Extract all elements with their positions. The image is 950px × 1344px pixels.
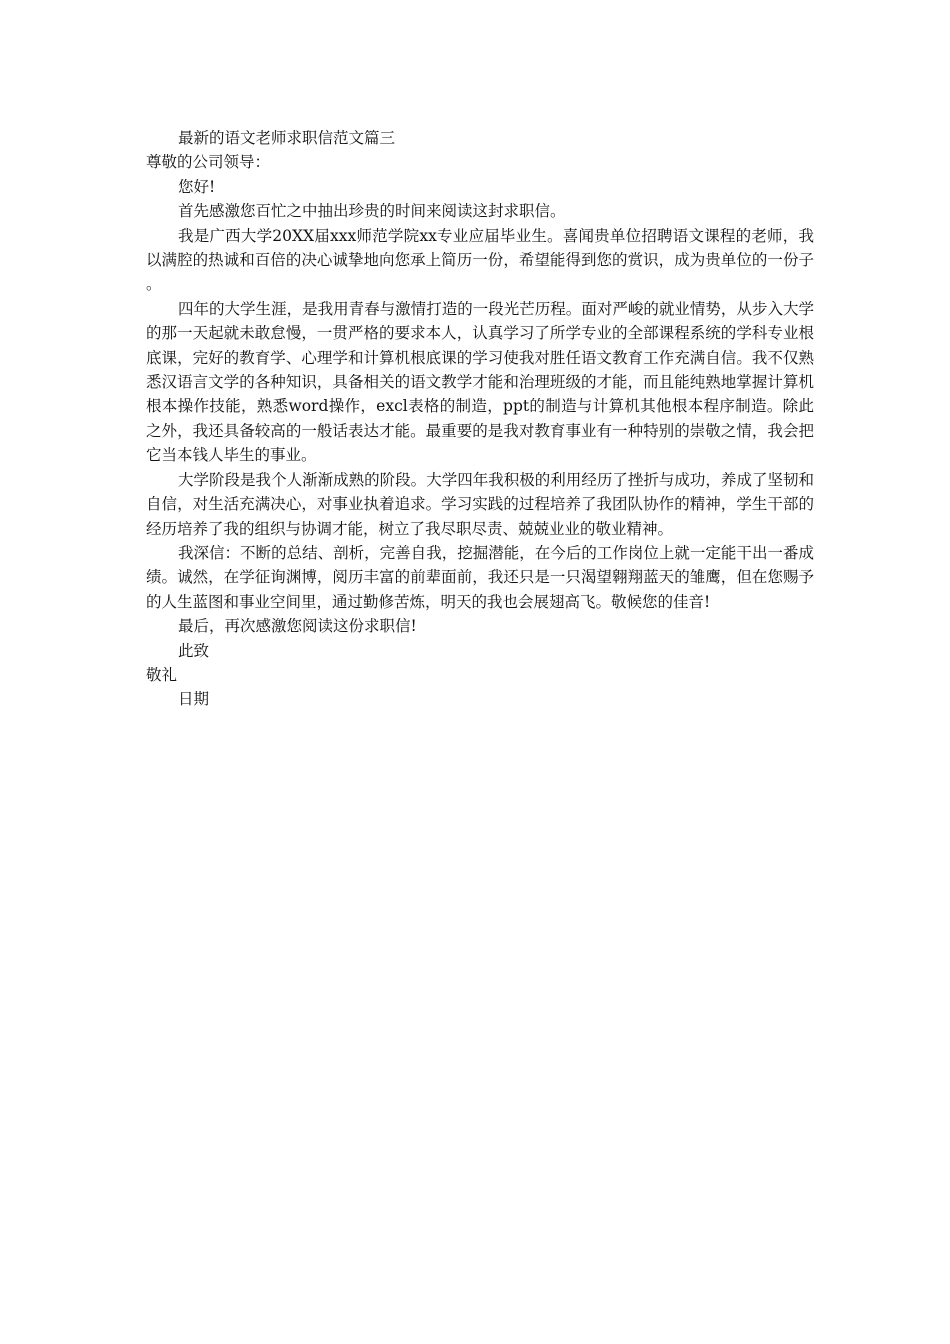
paragraph-confidence: 我深信：不断的总结、剖析，完善自我，挖掘潜能，在今后的工作岗位上就一定能干出一番成绩。诚然，在学征询渊博，阅历丰富的前辈面前，我还只是一只渴望翱翔蓝天的雏鹰，但在您赐予的人生蓝图和事业空间里，通过勤修苦炼，明天的我也会展翅高飞。敬候您的佳音! xyxy=(146,543,814,611)
date-label: 日期 xyxy=(178,690,210,709)
closing-salute: 敬礼 xyxy=(146,665,178,684)
paragraph-thanks: 首先感激您百忙之中抽出珍贵的时间来阅读这封求职信。 xyxy=(178,202,566,221)
greeting: 您好! xyxy=(178,177,216,196)
paragraph-introduction: 我是广西大学20XX届xxx师范学院xx专业应届毕业生。喜闻贵单位招聘语文课程的老师，我以满腔的热诚和百倍的决心诚挚地向您承上简历一份，希望能得到您的赏识，成为贵单位的一份子。 xyxy=(146,226,814,294)
paragraph-final-thanks: 最后，再次感激您阅读这份求职信! xyxy=(178,617,417,636)
closing-phrase: 此致 xyxy=(178,641,210,660)
letter-title: 最新的语文老师求职信范文篇三 xyxy=(178,129,396,147)
paragraph-personal-growth: 大学阶段是我个人渐渐成熟的阶段。大学四年我积极的利用经历了挫折与成功，养成了坚韧和自信，对生活充满决心，对事业执着追求。学习实践的过程培养了我团队协作的精神，学生干部的经历培养了我的组织与协调才能，树立了我尽职尽责、兢兢业业的敬业精神。 xyxy=(146,470,814,538)
paragraph-university-study: 四年的大学生涯，是我用青春与激情打造的一段光芒历程。面对严峻的就业情势，从步入大学的那一天起就未敢怠慢，一贯严格的要求本人，认真学习了所学专业的全部课程系统的学科专业根底课，完好的教育学、心理学和计算机根底课的学习使我对胜任语文教育工作充满自信。我不仅熟悉汉语言文学的各种知识，具备相关的语文教学才能和治理班级的才能，而且能纯熟地掌握计算机根本操作技能，熟悉word操作，excl表格的制造，ppt的制造与计算机其他根本程序制造。除此之外，我还具备较高的一般话表达才能。最重要的是我对教育事业有一种特别的崇敬之情，我会把它当本钱人毕生的事业。 xyxy=(146,299,814,465)
cover-letter xyxy=(146,126,814,712)
salutation: 尊敬的公司领导： xyxy=(146,153,271,172)
